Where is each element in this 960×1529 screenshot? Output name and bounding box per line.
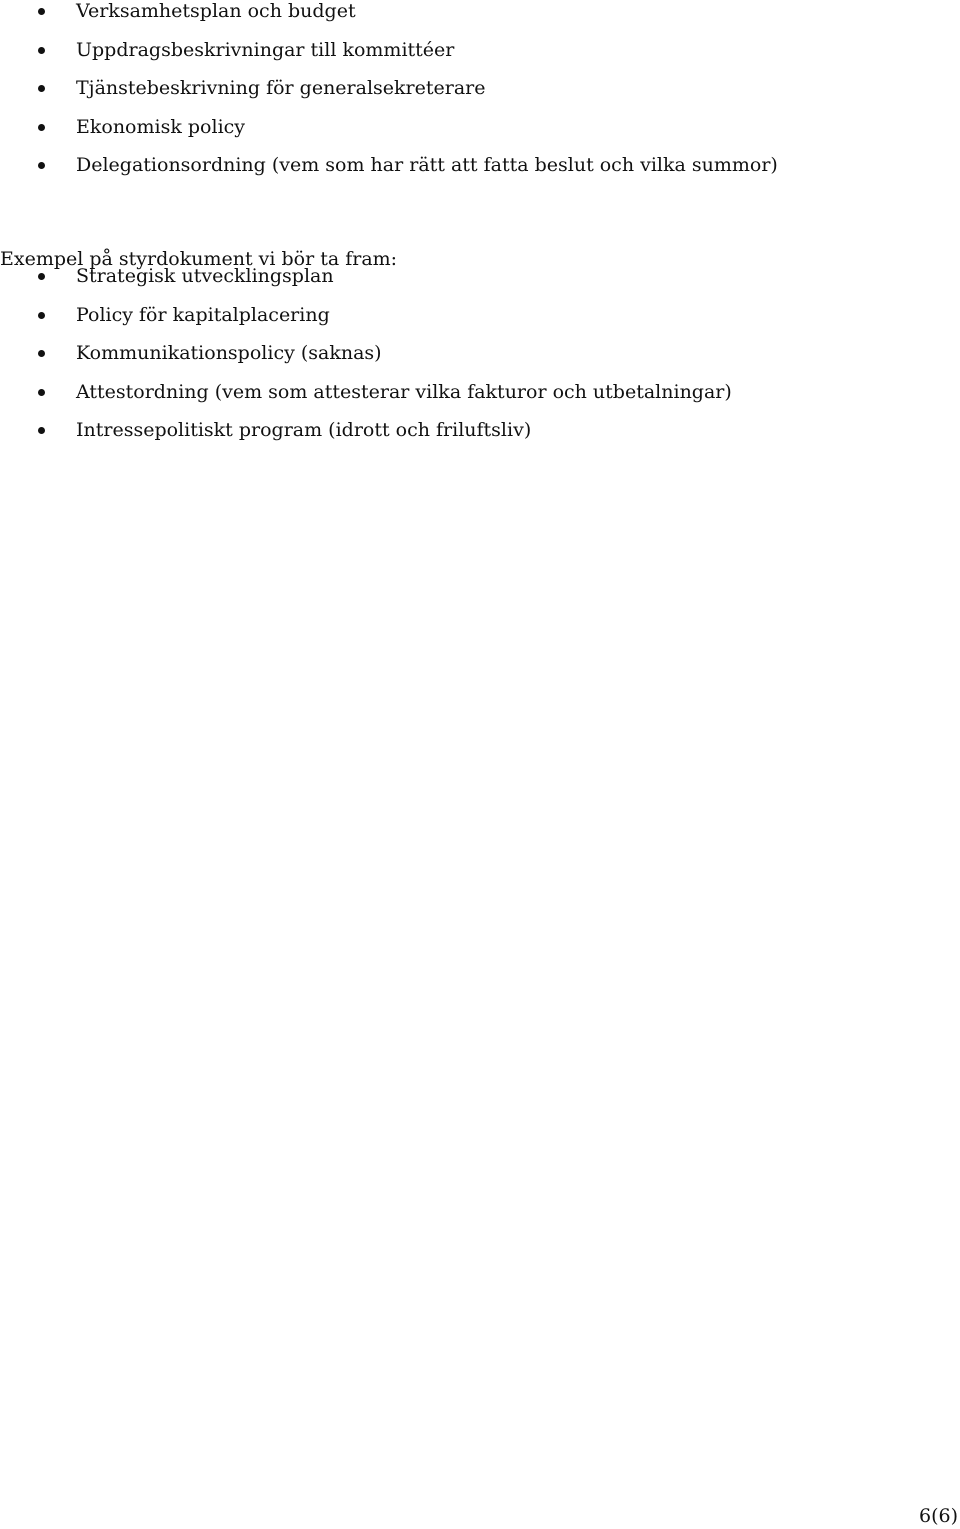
- bullet-icon: [38, 8, 45, 15]
- bullet-icon: [38, 427, 45, 434]
- list-item-text: Uppdragsbeskrivningar till kommittéer: [76, 38, 455, 61]
- list-item-text: Kommunikationspolicy (saknas): [76, 342, 382, 364]
- section-intro: Exempel på styrdokument vi bör ta fram:: [0, 248, 398, 270]
- bullet-icon: [38, 273, 45, 280]
- list-item-text: Policy för kapitalplacering: [76, 303, 330, 326]
- list-item-text: Tjänstebeskrivning för generalsekreterare: [76, 77, 486, 99]
- bullet-icon: [38, 162, 45, 169]
- bullet-icon: [38, 312, 45, 319]
- list-item-text: Verksamhetsplan och budget: [76, 0, 356, 22]
- bullet-icon: [38, 85, 45, 92]
- list-item-text: Delegationsordning (vem som har rätt att fatta beslut och vilka summor): [76, 154, 778, 176]
- bullet-icon: [38, 350, 45, 357]
- page-number: 6(6): [918, 1505, 958, 1527]
- bullet-icon: [38, 47, 45, 54]
- list-item-text: Ekonomisk policy: [76, 115, 246, 138]
- list-item-text: Strategisk utvecklingsplan: [76, 265, 334, 287]
- list-item-text: Attestordning (vem som attesterar vilka fakturor och utbetalningar): [76, 380, 732, 403]
- bullet-icon: [38, 124, 45, 131]
- list-item-text: Intressepolitiskt program (idrott och friluftsliv): [76, 419, 532, 441]
- bullet-icon: [38, 389, 45, 396]
